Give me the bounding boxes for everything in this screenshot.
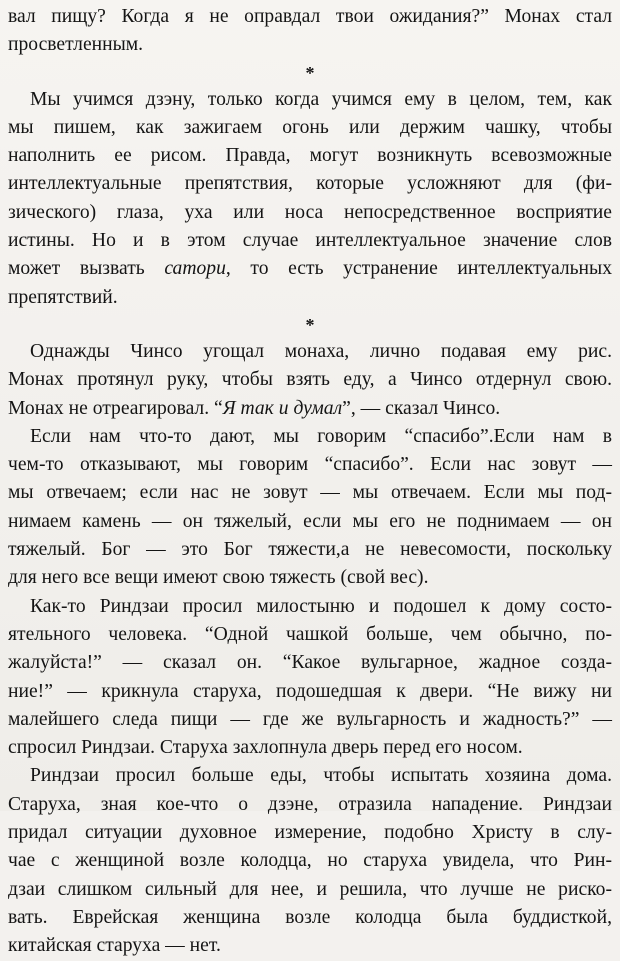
text-segment: , то есть устранение интеллектуальных — [225, 258, 612, 280]
text-line: вал пищу? Когда я не оправдал твои ожидания?” Монах стал — [8, 6, 612, 27]
text-line: чае с женщиной возле колодца, но старуха увидела, что Рин- — [8, 850, 612, 872]
text-line: наполнить ее рисом. Правда, могут возникнуть всевозможные — [8, 145, 612, 167]
text-line: зического) глаза, уха или носа непосредственное восприятие — [8, 201, 612, 223]
text-line: Если нам что-то дают, мы говорим “спасибо”.Если нам в — [30, 425, 612, 447]
text-line: спросил Риндзаи. Старуха захлопнула дверь перед его носом. — [8, 737, 523, 759]
text-line: просветленным. — [8, 34, 144, 56]
text-line: Монах протянул руку, чтобы взять еду, а Чинсо отдернул свою. — [8, 369, 612, 391]
text-line: мы отвечаем; если нас не зовут — мы отвечаем. Если мы под- — [8, 482, 612, 504]
text-line: дзаи слишком сильный для нее, и решила, что лучше не риско- — [8, 878, 612, 900]
text-line: тяжелый. Бог — это Бог тяжести,а не невесомости, поскольку — [8, 539, 612, 561]
text-line: чем-то отказывают, мы говорим “спасибо”. Если нас зовут — — [8, 454, 612, 476]
text-line: истины. Но и в этом случае интеллектуальное значение слов — [8, 230, 612, 252]
text-line: ние!” — крикнула старуха, подошедшая к двери. “Не вижу ни — [8, 680, 612, 702]
italic-quote: Я так и думал — [222, 397, 343, 419]
text-line: для него все вещи имеют свою тяжесть (свой вес). — [8, 567, 429, 589]
text-line — [8, 395, 612, 423]
text-segment: Монах не отреагировал. “ — [8, 397, 223, 419]
text-line: нимаем камень — он тяжелый, если мы его не поднимаем — он — [8, 510, 612, 532]
text-line: Мы учимся дзэну, только когда учимся ему в целом, тем, как — [30, 88, 612, 110]
text-line: придал ситуации духовное измерение, подобно Христу в слу- — [8, 822, 612, 844]
section-separator-asterisk: * — [305, 62, 315, 83]
text-line: Как-то Риндзаи просил милостыню и подошел к дому состо- — [30, 595, 612, 617]
text-line: Однажды Чинсо угощал монаха, лично подавая ему рис. — [30, 340, 612, 362]
text-line: Старуха, зная кое-что о дзэне, отразила нападение. Риндзаи — [8, 793, 612, 815]
page-text — [8, 3, 612, 961]
text-segment: ”, — сказал Чинсо. — [342, 397, 501, 419]
text-line: вать. Еврейская женщина возле колодца была буддисткой, — [8, 906, 612, 928]
text-line: малейшего следа пищи — где же вульгарность и жадность?” — — [8, 708, 612, 730]
text-line: Риндзаи просил больше еды, чтобы испытать хозяина дома. — [30, 765, 612, 787]
section-separator-asterisk: * — [305, 314, 315, 335]
text-line: китайская старуха — нет. — [8, 935, 221, 957]
text-line — [8, 255, 612, 283]
italic-term-satori: сатори — [164, 258, 226, 280]
text-line: интеллектуальные препятствия, которые усложняют для (фи- — [8, 173, 612, 195]
text-line: ятельного человека. “Одной чашкой больше, чем обычно, по- — [8, 623, 612, 645]
text-line: жалуйста!” — сказал он. “Какое вульгарное, жадное созда- — [8, 652, 612, 674]
text-line: препятствий. — [8, 286, 118, 308]
text-segment: может вызвать — [8, 258, 165, 280]
text-line: мы пишем, как зажигаем огонь или держим чашку, чтобы — [8, 116, 612, 138]
